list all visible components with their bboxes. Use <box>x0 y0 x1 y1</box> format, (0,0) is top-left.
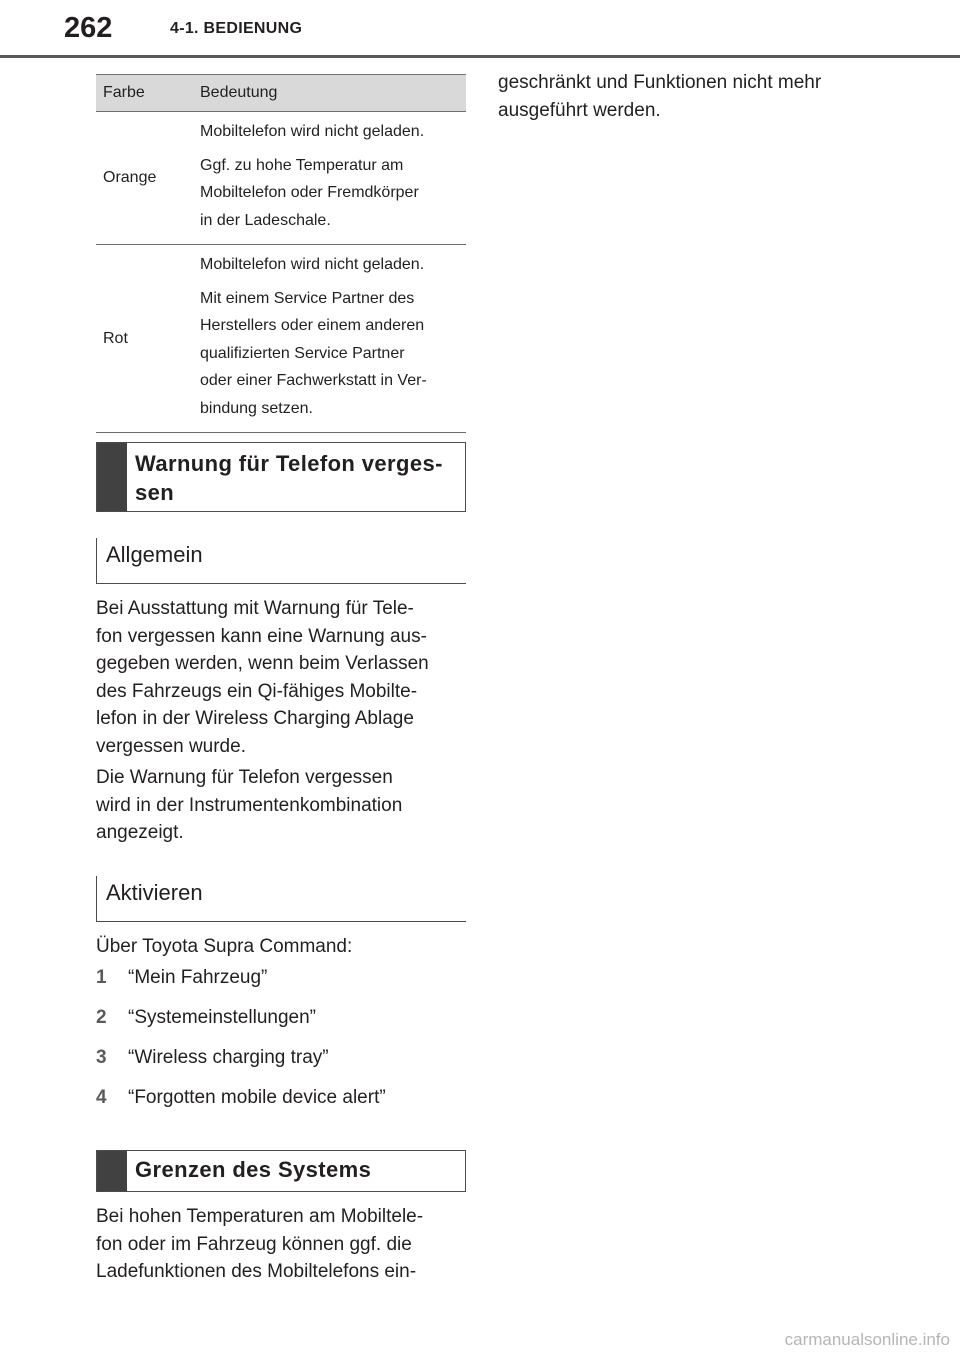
meaning-line: in der Ladeschale. <box>200 211 331 229</box>
text-line: vergessen wurde. <box>96 735 246 757</box>
meaning-line: bindung setzen. <box>200 399 313 417</box>
step-text: “Mein Fahrzeug” <box>128 967 268 988</box>
text-line: fon vergessen kann eine Warnung aus- <box>96 625 427 647</box>
step-number: 2 <box>96 1007 107 1028</box>
step-item <box>96 966 267 990</box>
heading-bar <box>97 1151 127 1191</box>
table-cell-meaning <box>200 112 466 245</box>
meaning-line: Ggf. zu hohe Temperatur am <box>200 156 404 174</box>
step-item <box>96 1046 329 1070</box>
text-line: des Fahrzeugs ein Qi-fähiges Mobilte- <box>96 680 418 702</box>
table-row <box>96 245 466 433</box>
heading-line: Grenzen des Systems <box>135 1157 372 1182</box>
text-line: Bei Ausstattung mit Warnung für Tele- <box>96 598 414 619</box>
table-cell-color: Orange <box>96 112 200 245</box>
meaning-line: oder einer Fachwerkstatt in Ver- <box>200 372 427 389</box>
step-number: 3 <box>96 1047 107 1068</box>
general-paragraph-2 <box>96 764 476 847</box>
step-number: 1 <box>96 967 107 988</box>
text-line: wird in der Instrumentenkombination <box>96 794 403 816</box>
color-meaning-table <box>96 74 466 433</box>
activate-intro: Über Toyota Supra Command: <box>96 936 353 957</box>
heading-line: Warnung für Telefon verges- <box>135 451 443 476</box>
step-text: “Systemeinstellungen” <box>128 1007 316 1028</box>
step-text: “Forgotten mobile device alert” <box>128 1087 386 1108</box>
watermark: carmanualsonline.info <box>784 1330 950 1349</box>
text-line: Ladefunktionen des Mobiltelefons ein- <box>96 1261 417 1283</box>
activate-heading <box>96 876 466 922</box>
meaning-line: Mobiltelefon wird nicht geladen. <box>200 256 425 273</box>
meaning-line: Herstellers oder einem anderen <box>200 317 425 334</box>
text-line: Die Warnung für Telefon vergessen <box>96 767 393 788</box>
meaning-line: qualifizierten Service Partner <box>200 344 405 362</box>
table-cell-meaning <box>200 245 466 433</box>
table-row <box>96 112 466 245</box>
meaning-line: Mit einem Service Partner des <box>200 289 415 307</box>
step-number: 4 <box>96 1087 107 1108</box>
general-heading-text: Allgemein <box>106 542 203 567</box>
table-header-row <box>96 75 466 112</box>
heading-bar <box>97 443 127 511</box>
text-line: angezeigt. <box>96 822 184 844</box>
step-item <box>96 1006 316 1030</box>
section-title: 4-1. BEDIENUNG <box>170 20 303 37</box>
meaning-line: Mobiltelefon wird nicht geladen. <box>200 123 425 140</box>
limits-paragraph-continued <box>498 69 878 124</box>
text-line: lefon in der Wireless Charging Ablage <box>96 708 414 730</box>
text-line: geschränkt und Funktionen nicht mehr <box>498 72 822 93</box>
text-line: gegeben werden, wenn beim Verlassen <box>96 653 429 675</box>
table-header-meaning: Bedeutung <box>200 75 466 112</box>
text-line: ausgeführt werden. <box>498 99 661 121</box>
page-header <box>0 0 960 58</box>
general-paragraph-1 <box>96 595 476 761</box>
step-text: “Wireless charging tray” <box>128 1047 329 1068</box>
step-item <box>96 1086 386 1110</box>
table-cell-color: Rot <box>96 245 200 433</box>
limits-heading <box>96 1150 466 1192</box>
limits-paragraph <box>96 1203 476 1286</box>
heading-line: sen <box>135 480 175 505</box>
text-line: Bei hohen Temperaturen am Mobiltele- <box>96 1206 424 1227</box>
activate-heading-text: Aktivieren <box>106 880 203 905</box>
general-heading <box>96 538 466 584</box>
text-line: fon oder im Fahrzeug können ggf. die <box>96 1233 412 1255</box>
meaning-line: Mobiltelefon oder Fremdkörper <box>200 184 419 201</box>
page-number: 262 <box>64 12 113 44</box>
table-header-color: Farbe <box>96 75 200 112</box>
warning-heading <box>96 442 466 512</box>
